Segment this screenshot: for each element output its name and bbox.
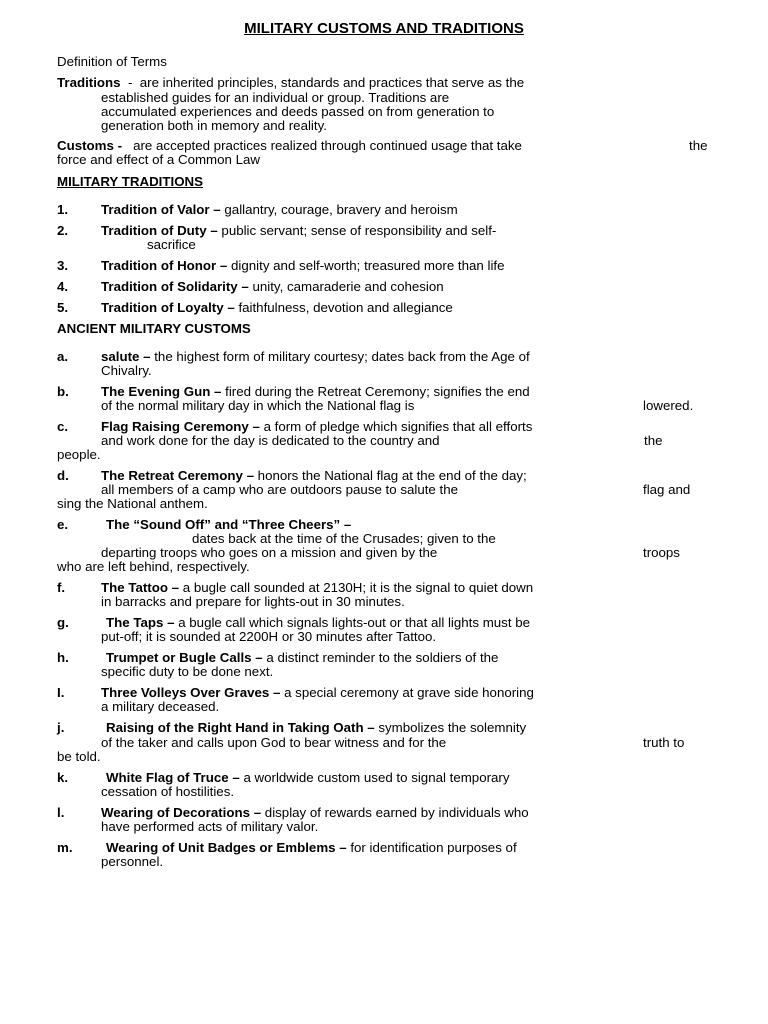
custom-name: Wearing of Unit Badges or Emblems –	[106, 840, 347, 855]
tradition-desc-cont: sacrifice	[147, 237, 196, 252]
traditions-definition	[57, 76, 524, 91]
custom-desc: a special ceremony at grave side honoring	[284, 685, 534, 700]
custom-desc-cont: people.	[57, 447, 101, 462]
custom-desc-cont: of the taker and calls upon God to bear witness and for the	[101, 735, 447, 750]
custom-desc-end: truth to	[643, 735, 685, 750]
tradition-item	[101, 259, 505, 274]
tradition-num: 2.	[57, 223, 69, 238]
military-traditions-heading: MILITARY TRADITIONS	[57, 174, 204, 189]
custom-desc-cont: departing troops who goes on a mission and given by the	[101, 545, 438, 560]
custom-item	[106, 841, 517, 856]
tradition-desc: faithfulness, devotion and allegiance	[238, 300, 453, 315]
customs-def-line2: force and effect of a Common Law	[57, 152, 261, 167]
tradition-name: Tradition of Honor –	[101, 258, 228, 273]
customs-def-line1-end: the	[689, 138, 708, 153]
custom-desc-end: flag and	[643, 482, 691, 497]
custom-desc: the highest form of military courtesy; dates back from the Age of	[154, 349, 530, 364]
custom-letter: g.	[57, 615, 69, 630]
custom-desc-cont: be told.	[57, 749, 101, 764]
custom-letter: e.	[57, 517, 69, 532]
custom-desc: fired during the Retreat Ceremony; signifies the end	[225, 384, 530, 399]
custom-letter: h.	[57, 650, 69, 665]
tradition-desc: gallantry, courage, bravery and heroism	[224, 202, 458, 217]
custom-letter: j.	[57, 720, 65, 735]
custom-name: Three Volleys Over Graves –	[101, 685, 281, 700]
traditions-def-line2: established guides for an individual or group. Traditions are	[101, 90, 450, 105]
custom-item	[101, 350, 530, 365]
custom-letter: c.	[57, 419, 69, 434]
tradition-desc: public servant; sense of responsibility and self-	[221, 223, 497, 238]
custom-desc: for identification purposes of	[350, 840, 517, 855]
custom-desc-cont: personnel.	[101, 854, 164, 869]
custom-desc-cont: a military deceased.	[101, 699, 220, 714]
custom-letter: l.	[57, 805, 65, 820]
tradition-name: Tradition of Loyalty –	[101, 300, 235, 315]
custom-name: Raising of the Right Hand in Taking Oath –	[106, 720, 375, 735]
custom-desc-cont: who are left behind, respectively.	[57, 559, 250, 574]
custom-desc-cont: all members of a camp who are outdoors pause to salute the	[101, 482, 458, 497]
tradition-name: Tradition of Valor –	[101, 202, 221, 217]
custom-name: The Retreat Ceremony –	[101, 468, 254, 483]
page-title: MILITARY CUSTOMS AND TRADITIONS	[244, 20, 524, 37]
custom-desc-cont: Chivalry.	[101, 363, 152, 378]
custom-name: The “Sound Off” and “Three Cheers” –	[106, 517, 352, 532]
custom-desc-cont: sing the National anthem.	[57, 496, 208, 511]
custom-name: salute –	[101, 349, 151, 364]
custom-name: Trumpet or Bugle Calls –	[106, 650, 263, 665]
custom-letter: b.	[57, 384, 69, 399]
custom-desc: symbolizes the solemnity	[378, 720, 527, 735]
custom-desc-cont: specific duty to be done next.	[101, 664, 274, 679]
tradition-item	[101, 280, 444, 295]
definitions-heading: Definition of Terms	[57, 54, 167, 69]
tradition-item	[101, 203, 458, 218]
tradition-desc: dignity and self-worth; treasured more than life	[231, 258, 505, 273]
customs-term: Customs -	[57, 138, 123, 153]
traditions-def-line3: accumulated experiences and deeds passed on from generation to	[101, 104, 495, 119]
tradition-num: 3.	[57, 258, 69, 273]
custom-desc: display of rewards earned by individuals who	[264, 805, 529, 820]
tradition-desc: unity, camaraderie and cohesion	[252, 279, 444, 294]
custom-desc: a bugle call which signals lights-out or that all lights must be	[178, 615, 530, 630]
custom-desc-end: troops	[643, 545, 680, 560]
custom-name: Wearing of Decorations –	[101, 805, 262, 820]
custom-name: Flag Raising Ceremony –	[101, 419, 260, 434]
custom-desc-cont: of the normal military day in which the National flag is	[101, 398, 415, 413]
tradition-item	[101, 301, 453, 316]
tradition-name: Tradition of Duty –	[101, 223, 218, 238]
custom-item	[106, 721, 526, 736]
custom-name: The Taps –	[106, 615, 175, 630]
traditions-sep: -	[127, 75, 133, 90]
ancient-customs-heading: ANCIENT MILITARY CUSTOMS	[57, 321, 251, 336]
custom-letter: I.	[57, 685, 65, 700]
custom-name: The Evening Gun –	[101, 384, 222, 399]
custom-desc-cont: put-off; it is sounded at 2200H or 30 minutes after Tattoo.	[101, 629, 437, 644]
custom-letter: k.	[57, 770, 69, 785]
custom-desc-cont: and work done for the day is dedicated to the country and	[101, 433, 440, 448]
custom-desc-end: lowered.	[643, 398, 694, 413]
custom-letter: f.	[57, 580, 66, 595]
custom-desc-cont: have performed acts of military valor.	[101, 819, 319, 834]
custom-desc: honors the National flag at the end of the day;	[257, 468, 527, 483]
tradition-num: 4.	[57, 279, 69, 294]
tradition-name: Tradition of Solidarity –	[101, 279, 249, 294]
custom-letter: m.	[57, 840, 73, 855]
customs-def-line1: are accepted practices realized through continued usage that take	[133, 138, 522, 153]
custom-desc: a distinct reminder to the soldiers of the	[266, 650, 499, 665]
custom-desc-cont: cessation of hostilities.	[101, 784, 235, 799]
custom-name: White Flag of Truce –	[106, 770, 240, 785]
custom-desc: a worldwide custom used to signal temporary	[243, 770, 510, 785]
traditions-def-line4: generation both in memory and reality.	[101, 118, 327, 133]
custom-letter: d.	[57, 468, 69, 483]
custom-desc-cont: dates back at the time of the Crusades; given to the	[192, 531, 496, 546]
custom-desc: a form of pledge which signifies that all efforts	[263, 419, 533, 434]
custom-desc-end: the	[644, 433, 663, 448]
custom-letter: a.	[57, 349, 69, 364]
custom-desc-cont: in barracks and prepare for lights-out in 30 minutes.	[101, 594, 405, 609]
custom-name: The Tattoo –	[101, 580, 180, 595]
tradition-num: 5.	[57, 300, 69, 315]
traditions-def-line1: are inherited principles, standards and practices that serve as the	[139, 75, 525, 90]
custom-desc: a bugle call sounded at 2130H; it is the signal to quiet down	[182, 580, 534, 595]
tradition-num: 1.	[57, 202, 69, 217]
traditions-term: Traditions	[57, 75, 121, 90]
